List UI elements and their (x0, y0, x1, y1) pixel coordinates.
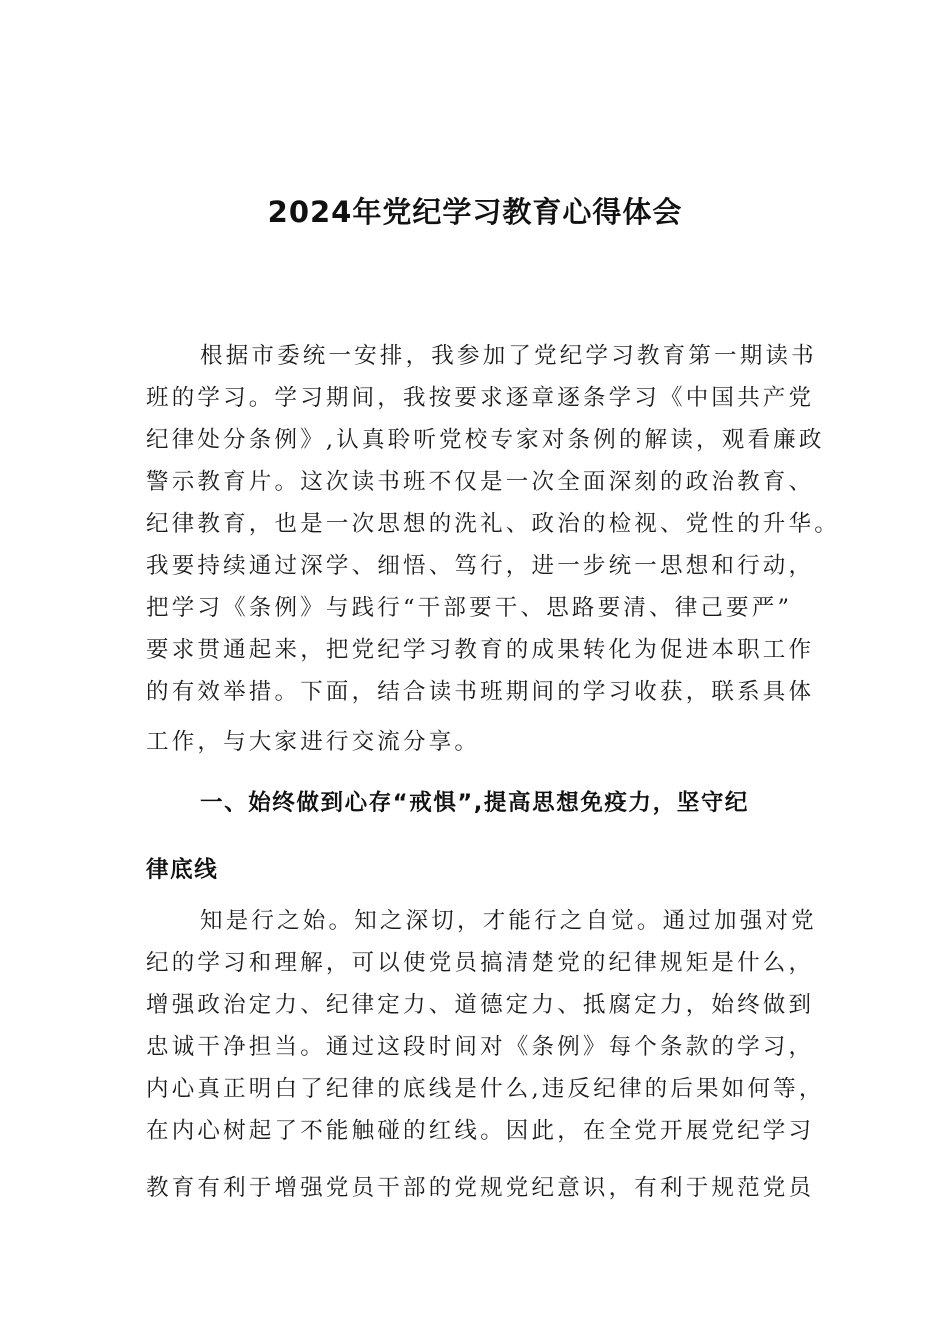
paragraph-line: 班的学习。学习期间，我按要求逐章逐条学习《中国共产党 (146, 385, 815, 411)
section-heading: 律底线 (146, 857, 219, 883)
section-heading: 一、始终做到心存“戒惧”,提高思想免疫力，坚守纪 (200, 790, 750, 816)
paragraph-line: 的有效举措。下面，结合读书班期间的学习收获，联系具体 (146, 679, 815, 705)
paragraph-line: 纪律处分条例》,认真聆听党校专家对条例的解读，观看廉政 (146, 427, 825, 453)
paragraph-line: 我要持续通过深学、细悟、笃行，进一步统一思想和行动， (146, 553, 815, 579)
paragraph-line: 知是行之始。知之深切，才能行之自觉。通过加强对党 (200, 908, 817, 934)
paragraph-line: 工作，与大家进行交流分享。 (146, 729, 481, 755)
paragraph-line: 纪的学习和理解，可以使党员搞清楚党的纪律规矩是什么， (146, 950, 815, 976)
paragraph-line: 纪律教育，也是一次思想的洗礼、政治的检视、党性的升华。 (146, 511, 840, 537)
paragraph-line: 根据市委统一安排，我参加了党纪学习教育第一期读书 (200, 343, 817, 369)
paragraph-line: 教育有利于增强党员干部的党规党纪意识，有利于规范党员 (146, 1175, 815, 1201)
paragraph-line: 警示教育片。这次读书班不仅是一次全面深刻的政治教育、 (146, 469, 815, 495)
paragraph-line: 在内心树起了不能触碰的红线。因此，在全党开展党纪学习 (146, 1118, 815, 1144)
paragraph-line: 增强政治定力、纪律定力、道德定力、抵腐定力，始终做到 (146, 992, 815, 1018)
document-title: 2024年党纪学习教育心得体会 (267, 195, 683, 229)
paragraph-line: 内心真正明白了纪律的底线是什么,违反纪律的后果如何等， (146, 1076, 825, 1102)
paragraph-line: 把学习《条例》与践行“干部要干、思路要清、律己要严” (146, 595, 793, 621)
paragraph-line: 要求贯通起来，把党纪学习教育的成果转化为促进本职工作 (146, 637, 815, 663)
paragraph-line: 忠诚干净担当。通过这段时间对《条例》每个条款的学习， (146, 1034, 815, 1060)
